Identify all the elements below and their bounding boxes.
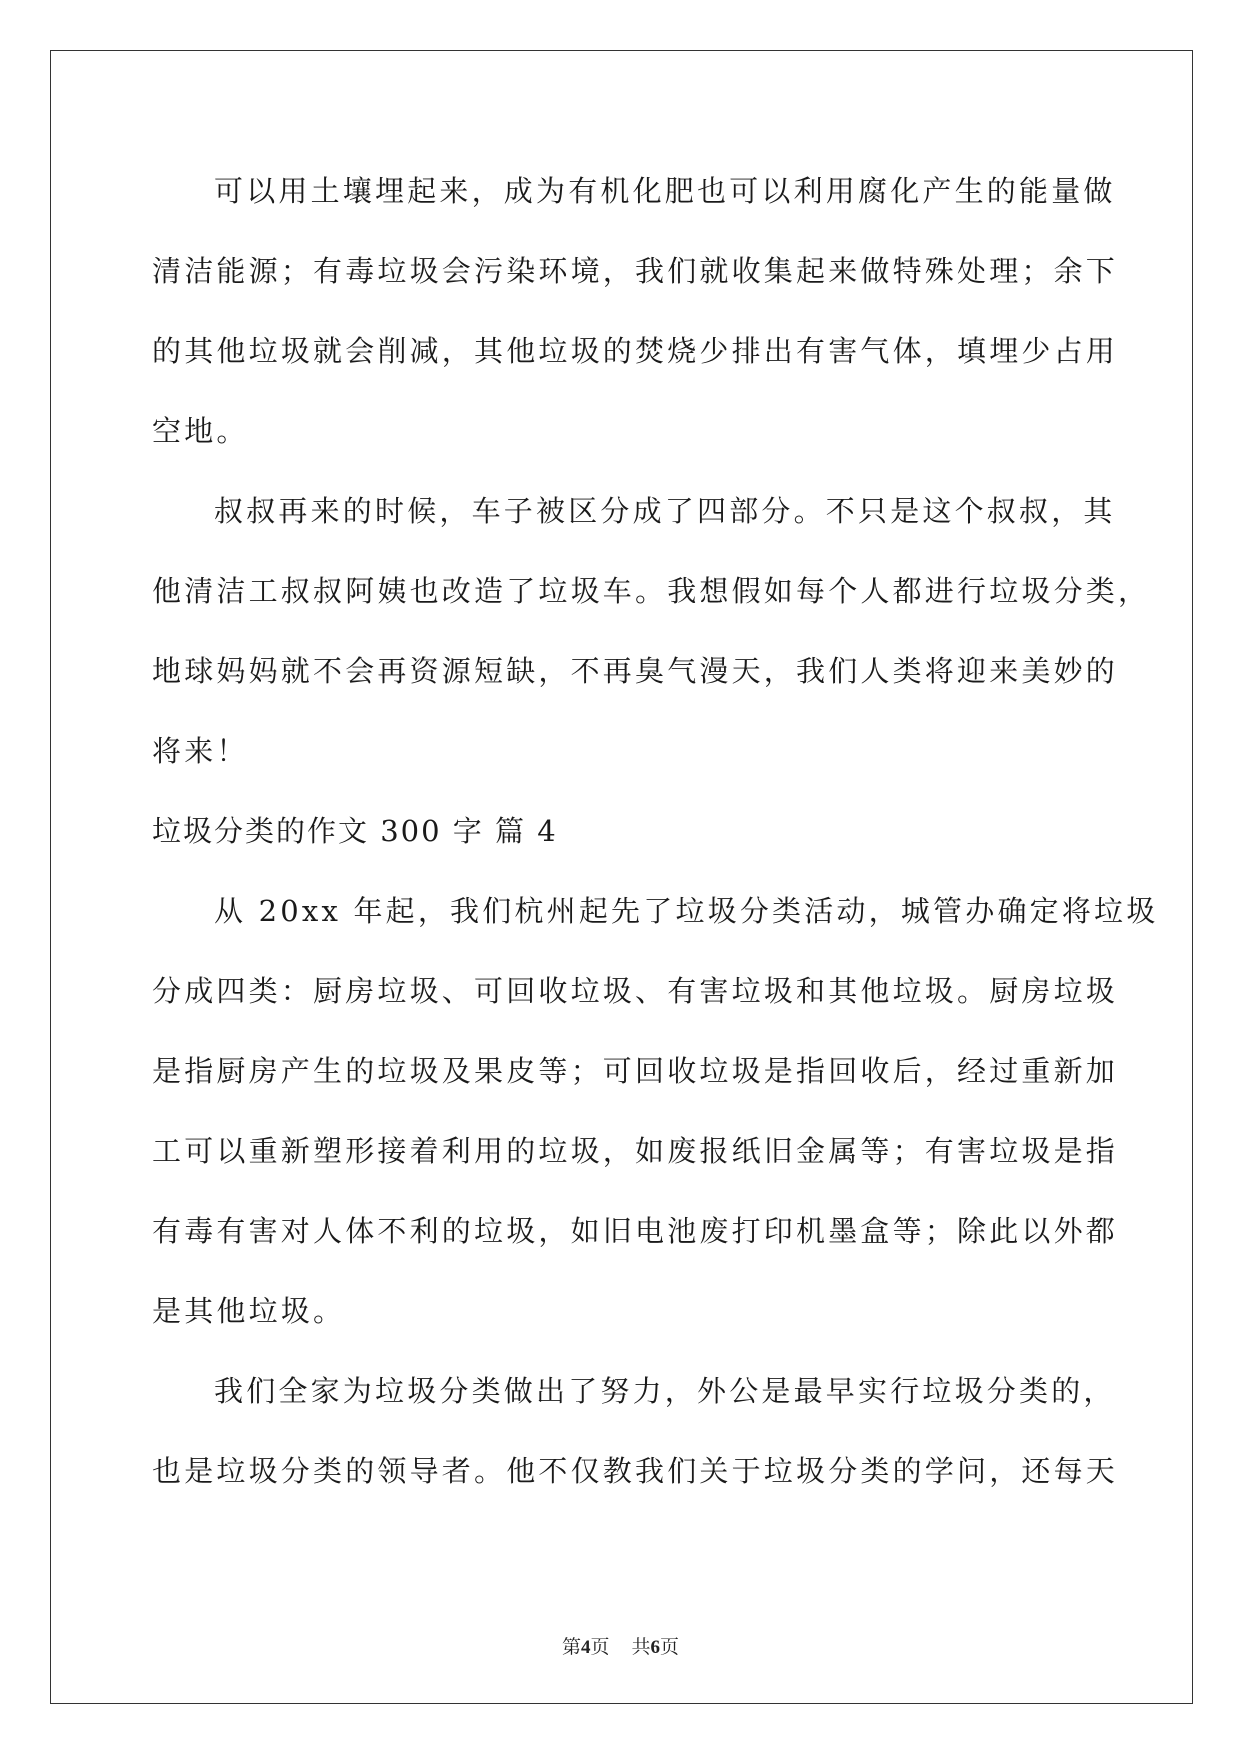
page-footer [0, 1632, 1241, 1659]
page-suffix: 页 [590, 1636, 610, 1658]
page-total: 6 [650, 1637, 661, 1658]
page-prefix: 第 [561, 1636, 581, 1658]
text-line: 是其他垃圾。 [152, 1294, 346, 1328]
text-line: 也是垃圾分类的领导者。他不仅教我们关于垃圾分类的学问，还每天 [152, 1454, 1119, 1488]
page-current: 4 [580, 1637, 591, 1658]
text-line: 工可以重新塑形接着利用的垃圾，如废报纸旧金属等；有害垃圾是指 [152, 1134, 1119, 1168]
text-line: 从 20xx 年起，我们杭州起先了垃圾分类活动，城管办确定将垃圾 [214, 894, 1159, 928]
text-line: 叔叔再来的时候，车子被区分成了四部分。不只是这个叔叔，其 [214, 494, 1116, 528]
text-line: 清洁能源；有毒垃圾会污染环境，我们就收集起来做特殊处理；余下 [152, 254, 1119, 288]
text-line: 分成四类：厨房垃圾、可回收垃圾、有害垃圾和其他垃圾。厨房垃圾 [152, 974, 1119, 1008]
section-heading: 垃圾分类的作文 300 字 篇 4 [152, 814, 558, 848]
text-line: 我们全家为垃圾分类做出了努力，外公是最早实行垃圾分类的， [214, 1374, 1116, 1408]
text-line: 是指厨房产生的垃圾及果皮等；可回收垃圾是指回收后，经过重新加 [152, 1054, 1119, 1088]
text-line: 空地。 [152, 414, 249, 448]
total-suffix: 页 [660, 1636, 680, 1658]
document-body [152, 163, 1159, 1523]
text-line: 地球妈妈就不会再资源短缺，不再臭气漫天，我们人类将迎来美妙的 [152, 654, 1119, 688]
text-line: 他清洁工叔叔阿姨也改造了垃圾车。我想假如每个人都进行垃圾分类， [152, 574, 1151, 608]
text-line: 有毒有害对人体不利的垃圾，如旧电池废打印机墨盒等；除此以外都 [152, 1214, 1119, 1248]
text-line: 可以用土壤埋起来，成为有机化肥也可以利用腐化产生的能量做 [214, 174, 1116, 208]
total-prefix: 共 [631, 1636, 651, 1658]
text-line: 的其他垃圾就会削减，其他垃圾的焚烧少排出有害气体，填埋少占用 [152, 334, 1119, 368]
text-line: 将来！ [152, 734, 249, 768]
